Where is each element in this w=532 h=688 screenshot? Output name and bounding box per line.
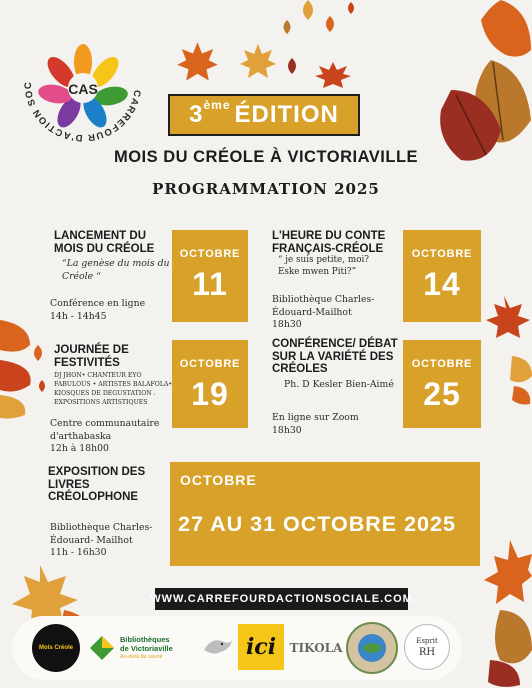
edition-word: ÉDITION xyxy=(234,101,339,128)
event-2-date: OCTOBRE 14 xyxy=(403,230,481,322)
event-4-speaker: Ph. D Kesler Bien-Aimé xyxy=(284,379,394,390)
leaf-icon xyxy=(36,380,48,392)
event-2-title: L'HEURE DU CONTE FRANÇAIS-CRÉOLE xyxy=(272,230,386,255)
tikola-logo: TIKOLA xyxy=(289,641,343,655)
bird-logo-icon xyxy=(200,632,234,662)
website-link[interactable]: WWW.CARREFOURDACTIONSOCIALE.COM xyxy=(155,588,408,610)
maple-leaf-icon xyxy=(238,42,278,82)
event-2-details: Bibliothèque Charles- Édouard-Mailhot 18h30 xyxy=(272,294,375,331)
leaf-icon xyxy=(30,345,46,361)
ici-logo: ici xyxy=(238,624,284,670)
edition-suffix: ème xyxy=(203,98,231,112)
maple-leaf-icon xyxy=(484,296,532,406)
event-2-quote: “ je suis petite, moi? Eske mwen Piti?” xyxy=(278,255,370,277)
edition-ordinal: 3 xyxy=(189,101,204,128)
event-1-quote: “La genèse du mois du Créole “ xyxy=(62,258,170,282)
event-4-details: En ligne sur Zoom 18h30 xyxy=(272,412,359,436)
event-4-date: OCTOBRE 25 xyxy=(403,340,481,428)
event-5-date: OCTOBRE 27 AU 31 OCTOBRE 2025 xyxy=(170,462,480,566)
event-4-title: CONFÉRENCE/ DÉBAT SUR LA VARIÉTÉ DES CRÉOLES xyxy=(272,338,398,375)
leaf-icon xyxy=(345,2,357,14)
leaf-icon xyxy=(298,0,318,20)
event-3-details: Centre communautaire d'arthabaska 12h à 18h00 xyxy=(50,418,160,455)
event-3-program: DJ JHON• CHANTEUR EYO FABULOUS • ARTISTES BALAFOLA• KIOSQUES DE DEGUSTATION . EXPOSITIONS ARTISTIQUES xyxy=(54,372,173,406)
event-1-date: OCTOBRE 11 xyxy=(172,230,248,322)
cas-logo xyxy=(18,18,148,148)
page-subtitle: PROGRAMMATION 2025 xyxy=(152,180,380,198)
event-5-title: EXPOSITION DES LIVRES CRÉOLOPHONE xyxy=(48,466,146,503)
edition-badge xyxy=(168,94,360,136)
maple-leaf-icon xyxy=(175,40,220,85)
esprit-rh-logo: Esprit RH xyxy=(404,624,450,670)
partners-bar xyxy=(12,616,462,680)
leaf-icon xyxy=(322,16,338,32)
svg-text:CARREFOUR D'ACTION SOCIALE: CARREFOUR D'ACTION SOC xyxy=(22,80,143,144)
bibliotheques-logo: Bibliothèques de Victoriaville Au-delà du savoir xyxy=(120,634,173,660)
biblio-leaf-icon xyxy=(86,632,118,664)
page-title: MOIS DU CRÉOLE À VICTORIAVILLE xyxy=(113,148,419,166)
svg-text:CAS: CAS xyxy=(68,81,98,97)
maple-leaf-icon xyxy=(430,0,532,170)
maple-leaf-icon xyxy=(312,60,354,90)
event-1-details: Conférence en ligne 14h - 14h45 xyxy=(50,298,146,322)
event-1-title: LANCEMENT DU MOIS DU CRÉOLE xyxy=(54,230,155,255)
mois-creole-logo: Mois Créole xyxy=(32,624,80,672)
maple-leaf-icon xyxy=(0,310,40,420)
event-5-details: Bibliothèque Charles- Édouard- Mailhot 11h - 16h30 xyxy=(50,522,153,559)
leaf-icon xyxy=(284,58,300,74)
event-3-date: OCTOBRE 19 xyxy=(172,340,248,428)
event-3-title: JOURNÉE DE FESTIVITÉS xyxy=(54,344,129,369)
leaf-icon xyxy=(280,20,294,34)
round-seal-logo xyxy=(346,622,398,674)
